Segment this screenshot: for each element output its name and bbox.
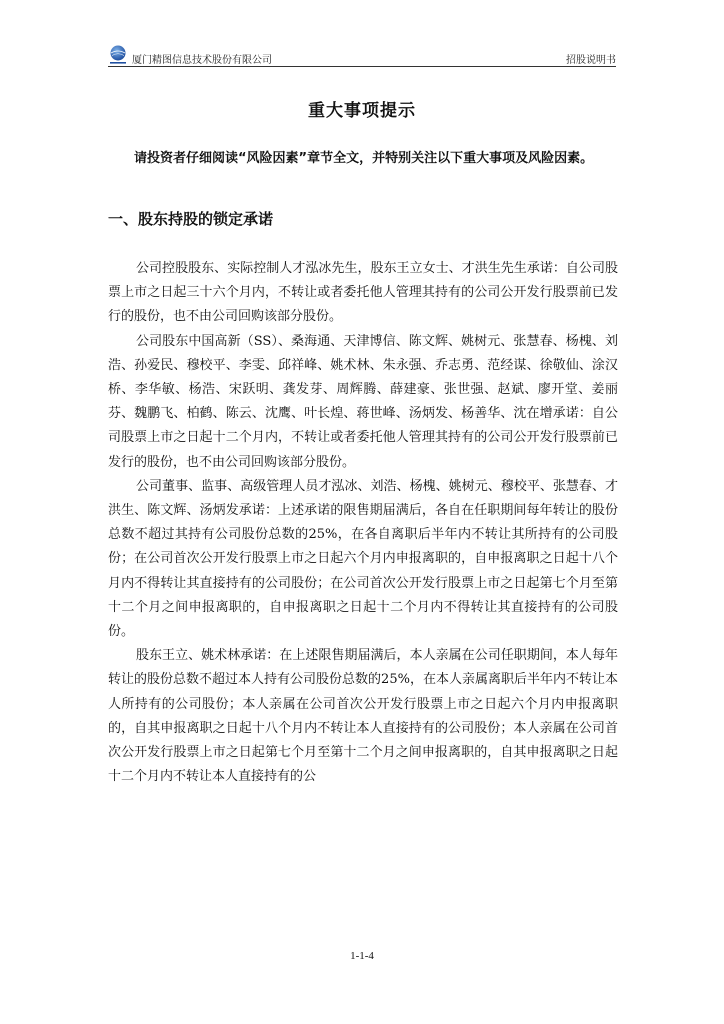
paragraph: 公司控股股东、实际控制人才泓冰先生，股东王立女士、才洪生先生承诺：自公司股票上市之日起三十六个月内，不转让或者委托他人管理其持有的公司公开发行股票前已发行的股份，也不由公司回购该部分股份。 [108, 261, 618, 325]
section-heading: 一、股东持股的锁定承诺 [108, 210, 274, 228]
paragraph: 股东王立、姚术林承诺：在上述限售期届满后，本人亲属在公司任职期间，本人每年转让的股份总数不超过本人持有公司股份总数的25%，在本人亲属离职后半年内不转让本人所持有的公司股份；本人亲属在公司首次公开发行股票上市之日起六个月内申报离职的，自其申报离职之日起十八个月内不转让本人直接持有的公司股份；本人亲属在公司首次公开发行股票上市之日起第七个月至第十二个月之间申报离职的，自其申报离职之日起十二个月内不转让本人直接持有的公 [108, 648, 618, 785]
page-header [108, 44, 616, 68]
page-title: 重大事项提示 [308, 101, 416, 121]
page-number: 1-1-4 [350, 950, 374, 962]
company-logo-icon [108, 44, 128, 66]
header-divider [108, 66, 616, 67]
risk-notice: 请投资者仔细阅读“风险因素”章节全文，并特别关注以下重大事项及风险因素。 [134, 151, 594, 166]
document-type: 招股说明书 [566, 55, 616, 66]
company-name: 厦门精图信息技术股份有限公司 [132, 55, 272, 66]
paragraph: 公司董事、监事、高级管理人员才泓冰、刘浩、杨槐、姚树元、穆校平、张慧春、才洪生、陈文辉、汤炳发承诺：上述承诺的限售期届满后，各自在任职期间每年转让的股份总数不超过其持有公司股份总数的25%，在各自离职后半年内不转让其所持有的公司股份；在公司首次公开发行股票上市之日起六个月内申报离职的，自申报离职之日起十八个月内不得转让其直接持有的公司股份；在公司首次公开发行股票上市之日起第七个月至第十二个月之间申报离职的，自申报离职之日起十二个月内不得转让其直接持有的公司股份。 [108, 478, 618, 640]
body-text [108, 257, 618, 789]
paragraph: 公司股东中国高新（SS）、桑海通、天津博信、陈文辉、姚树元、张慧春、杨槐、刘浩、孙爱民、穆校平、李雯、邱祥峰、姚术林、朱永强、乔志勇、范经谋、徐敬仙、涂汉桥、李华敏、杨浩、宋跃明、龚发芽、周辉腾、薛建豪、张世强、赵斌、廖开堂、姜丽芬、魏鹏飞、柏鹤、陈云、沈鹰、叶长煌、蒋世峰、汤炳发、杨善华、沈在增承诺：自公司股票上市之日起十二个月内，不转让或者委托他人管理其持有的公司公开发行股票前已发行的股份，也不由公司回购该部分股份。 [108, 333, 618, 470]
